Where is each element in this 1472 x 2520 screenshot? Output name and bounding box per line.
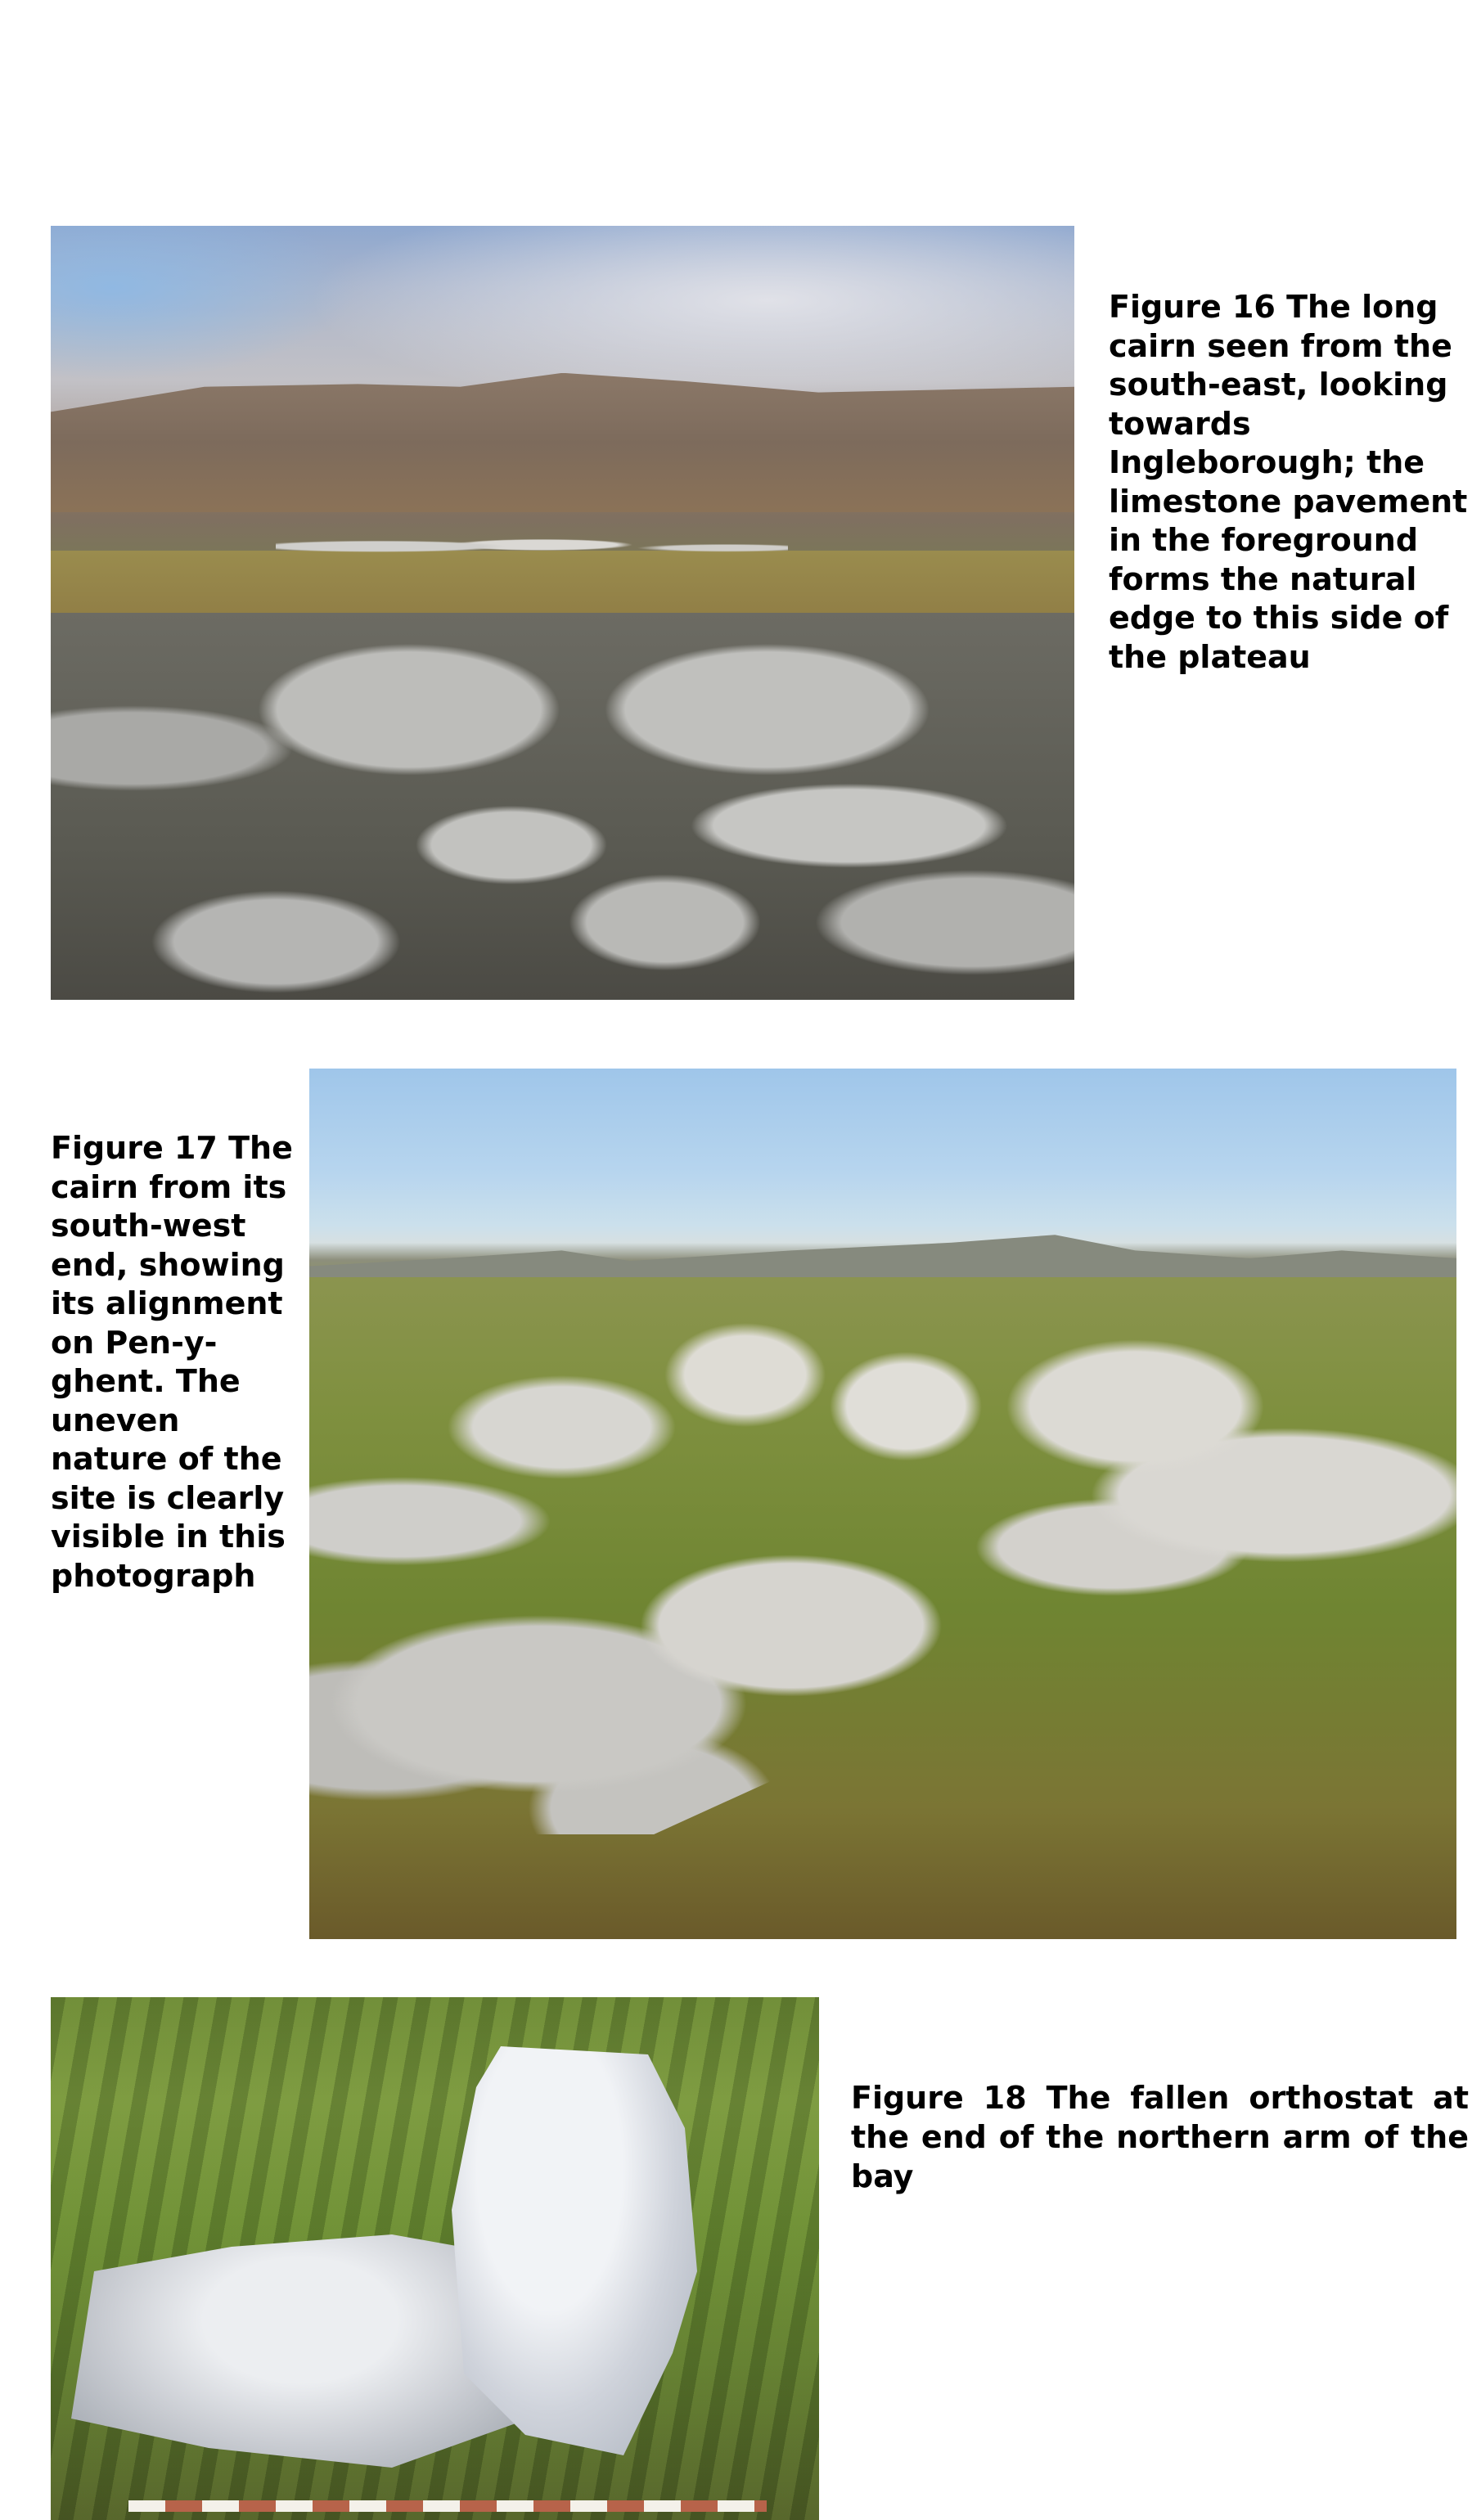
figure-16-photo xyxy=(51,226,1074,1000)
figure-17-photo xyxy=(309,1069,1456,1939)
figure-18-caption: Figure 18 The fallen orthostat at the end of the northern arm of the bay xyxy=(851,2080,1469,2194)
long-cairn xyxy=(276,528,788,559)
scale-bar xyxy=(128,2500,767,2512)
figure-16-caption: Figure 16 The long cairn seen from the south-east, looking towards Ingleborough; the limestone pavement in the foreground forms the natural edge to this side of the plateau xyxy=(1109,289,1468,675)
pen-y-ghent-horizon xyxy=(309,1230,1456,1282)
figure-18-photo xyxy=(51,1997,819,2520)
limestone-pavement xyxy=(51,613,1074,1000)
ingleborough-hill xyxy=(51,373,1074,512)
figure-17-caption: Figure 17 The cairn from its south-west end, showing its alignment on Pen-y-ghent. The uneven nature of the site is clearly visible in this photograph xyxy=(51,1130,293,1594)
